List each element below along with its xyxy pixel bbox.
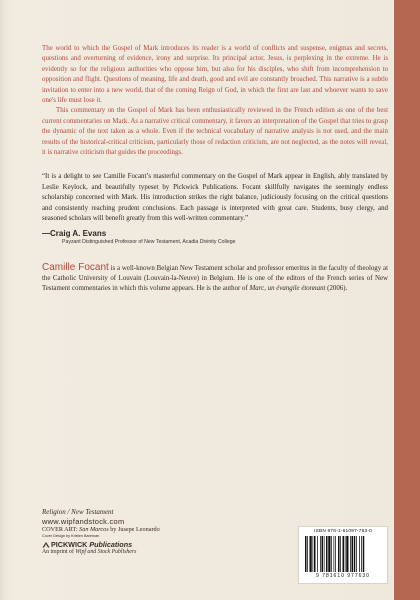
- publisher-logo: [42, 540, 242, 549]
- barcode-bar: [328, 536, 330, 572]
- barcode-bar: [352, 536, 354, 572]
- subject-category: Religion / New Testament: [42, 508, 114, 516]
- endorsement-quote: “It is a delight to see Camille Focant’s masterful commentary on the Gospel of Mark appear in English, ably translated by Leslie Keylock, and beautifully typeset by Pickwick Publications. Focant skillfully navigates the seemingly endless scholarship concerned with Mark. His introduction strikes the right balance, judiciously focusing on the critical questions and consistently reaching prudent conclusions. Each passage is interpreted with great care. Students, busy clergy, and seasoned scholars will benefit greatly from this well-written commentary.”: [42, 173, 388, 223]
- publisher-url[interactable]: www.wipfandstock.com: [42, 517, 125, 526]
- publisher-name: Publications: [89, 540, 133, 549]
- cover-design-credit: Cover Design by Kristen Bareman: [42, 534, 100, 538]
- barcode-bar: [343, 536, 345, 572]
- barcode-bar: [310, 536, 312, 572]
- imprint-prefix: An imprint of: [42, 549, 76, 555]
- barcode-bar: [313, 536, 314, 572]
- barcode-bar: [363, 536, 365, 572]
- cover-art-credit: [42, 526, 242, 534]
- barcode-bar: [324, 536, 325, 572]
- bio-text-2: (2006).: [325, 285, 348, 293]
- cover-art-title: San Marcos: [79, 526, 109, 533]
- bio-text-1: is a well-known Belgian New Testament scholar and professor emeritus in the faculty of theology at the Catholic University of Louvain (Louvain-la-Neuve) in Belgium. He is one of the editors of the French series of New Testament commentaries in which this volume appears. He is the author of: [42, 264, 388, 293]
- barcode-bar: [334, 536, 335, 572]
- endorsement: [42, 172, 388, 244]
- barcode-bar: [326, 536, 328, 572]
- barcode-bar: [331, 536, 332, 572]
- book-description: [42, 44, 388, 158]
- pickwick-logo-icon: [42, 541, 50, 548]
- barcode-number: 9 781610 977630: [316, 573, 370, 579]
- barcode-bar: [356, 536, 357, 572]
- barcode-bar: [307, 536, 308, 572]
- isbn-barcode-box: [298, 526, 388, 584]
- barcode-bar: [361, 536, 362, 572]
- imprint-name: Wipf and Stock Publishers: [75, 549, 137, 555]
- barcode-bar: [305, 536, 307, 572]
- cover-art-label: COVER ART:: [42, 526, 80, 533]
- bio-book-title: Marc, un évangile étonnant: [249, 285, 326, 293]
- barcode-bar: [322, 536, 324, 572]
- endorsement-affiliation: Payzant Distinguished Professor of New Testament, Acadia Divinity College: [62, 238, 236, 245]
- barcode-bar: [340, 536, 341, 572]
- barcode-bar: [320, 536, 321, 572]
- cover-text: [42, 44, 388, 295]
- barcode-bar: [345, 536, 346, 572]
- author-name: Camille Focant: [42, 261, 109, 273]
- barcode-bar: [314, 536, 316, 572]
- barcode-bar: [317, 536, 318, 572]
- description-paragraph-1: The world to which the Gospel of Mark introduces its reader is a world of conflicts and suspense, enigmas and secrets, questions and overturning of evidence, irony and surprise. Its principal actor, Jesus, is perplexing in the extreme. He is evidently so for the religious authorities who oppose him, but also for his disciples, who shift from incomprehension to opposition and flight. Questions of meaning, life and death, good and evil are constantly broached. This narrative is a subtle invitation to enter into a new world, that of the coming Reign of God, in which the first are last and whoever wants to save one's life must lose it.: [42, 45, 388, 105]
- publisher-info: [42, 508, 242, 556]
- barcode-bar: [338, 536, 340, 572]
- publisher-prefix: PICKWICK: [51, 540, 90, 549]
- author-bio: [42, 263, 388, 295]
- barcode-bar: [359, 536, 360, 572]
- endorsement-author: —Craig A. Evans: [42, 228, 107, 238]
- spine-strip: [394, 0, 420, 600]
- barcode-bar: [350, 536, 351, 572]
- barcode-icon: [305, 536, 381, 572]
- author-bio-text: [42, 263, 388, 295]
- isbn-label: ISBN 978-1-61097-763-0: [314, 529, 372, 534]
- imprint-line: [42, 549, 242, 556]
- description-paragraph-2: This commentary on the Gospel of Mark has been enthusiastically reviewed in the French edition as one of the best current commentaries on Mark. As a narrative critical commentary, it favors an interpretation of the Gospel that tries to grasp the dynamic of the text taken as a whole. Even if the technical vocabulary of narrative analysis is not used, and the main results of the historical-critical criticism, particularly those of redaction criticism, are not neglected, as the notes will reveal, it is narrative criticism that guides the proceedings.: [42, 107, 388, 157]
- cover-art-artist: by Jusepe Leonardo: [108, 526, 160, 533]
- barcode-bar: [354, 536, 356, 572]
- barcode-bar: [335, 536, 336, 572]
- barcode-bar: [346, 536, 348, 572]
